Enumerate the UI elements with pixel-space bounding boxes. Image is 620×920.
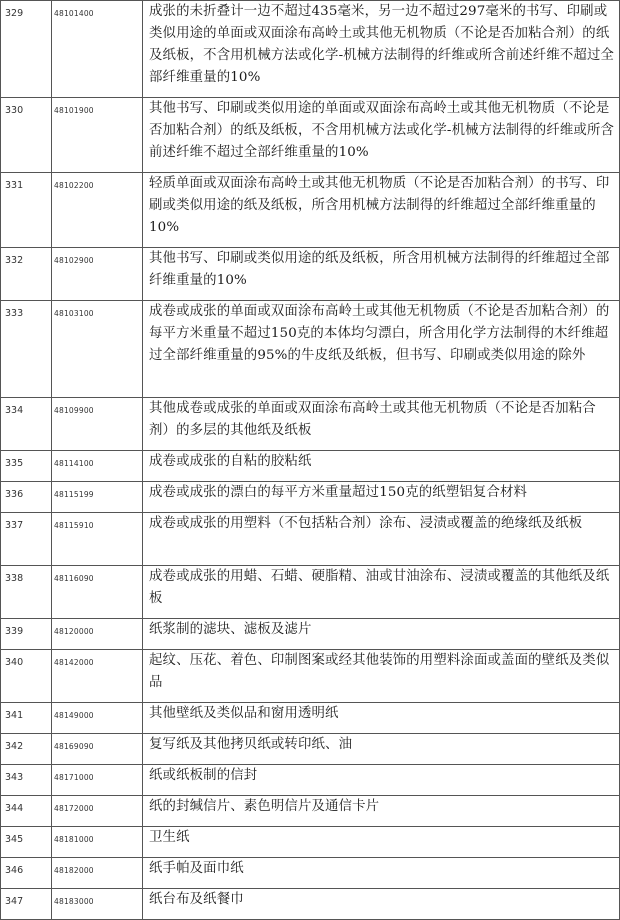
item-description: 纸或纸板制的信封 (143, 765, 620, 796)
row-number: 330 (1, 98, 52, 173)
table-row (1, 796, 620, 827)
table-row (1, 703, 620, 734)
item-description: 成卷或成张的用塑料（不包括粘合剂）涂布、浸渍或覆盖的绝缘纸及纸板 (143, 513, 620, 566)
item-description: 成卷或成张的漂白的每平方米重量超过150克的纸塑铝复合材料 (143, 482, 620, 513)
tariff-code: 48172000 (52, 796, 143, 827)
row-number: 333 (1, 301, 52, 398)
tariff-code: 48116090 (52, 566, 143, 619)
row-number: 331 (1, 173, 52, 248)
tariff-code: 48115910 (52, 513, 143, 566)
table-row (1, 619, 620, 650)
table-row (1, 513, 620, 566)
table-row (1, 827, 620, 858)
tariff-code: 48169090 (52, 734, 143, 765)
tariff-code: 48183000 (52, 889, 143, 920)
table-row (1, 1, 620, 98)
item-description: 纸手帕及面巾纸 (143, 858, 620, 889)
tariff-code: 48149000 (52, 703, 143, 734)
item-description: 纸台布及纸餐巾 (143, 889, 620, 920)
tariff-code: 48171000 (52, 765, 143, 796)
table-row (1, 566, 620, 619)
item-description: 成张的未折叠计一边不超过435毫米，另一边不超过297毫米的书写、印刷或类似用途的单面或双面涂布高岭土或其他无机物质（不论是否加粘合剂）的纸及纸板，不含用机械方法或化学-机械方法制得的纤维或所含前述纤维不超过全部纤维重量的10% (143, 1, 620, 98)
item-description: 其他成卷或成张的单面或双面涂布高岭土或其他无机物质（不论是否加粘合剂）的多层的其他纸及纸板 (143, 398, 620, 451)
table-row (1, 451, 620, 482)
item-description: 起纹、压花、着色、印制图案或经其他装饰的用塑料涂面或盖面的壁纸及类似品 (143, 650, 620, 703)
tariff-code: 48142000 (52, 650, 143, 703)
item-description: 复写纸及其他拷贝纸或转印纸、油 (143, 734, 620, 765)
tariff-code: 48182000 (52, 858, 143, 889)
item-description: 卫生纸 (143, 827, 620, 858)
table-row (1, 173, 620, 248)
row-number: 338 (1, 566, 52, 619)
table-row (1, 248, 620, 301)
tariff-code: 48101900 (52, 98, 143, 173)
item-description: 成卷或成张的自粘的胶粘纸 (143, 451, 620, 482)
row-number: 341 (1, 703, 52, 734)
item-description: 成卷或成张的单面或双面涂布高岭土或其他无机物质（不论是否加粘合剂）的每平方米重量不超过150克的本体均匀漂白，所含用化学方法制得的木纤维超过全部纤维重量的95%的牛皮纸及纸板，但书写、印刷或类似用途的除外 (143, 301, 620, 398)
item-description: 轻质单面或双面涂布高岭土或其他无机物质（不论是否加粘合剂）的书写、印刷或类似用途的纸及纸板，所含用机械方法制得的纤维超过全部纤维重量的10% (143, 173, 620, 248)
table-row (1, 650, 620, 703)
row-number: 329 (1, 1, 52, 98)
table-row (1, 398, 620, 451)
tariff-code: 48120000 (52, 619, 143, 650)
item-description: 其他书写、印刷或类似用途的单面或双面涂布高岭土或其他无机物质（不论是否加粘合剂）的纸及纸板，不含用机械方法或化学-机械方法制得的纤维或所含前述纤维不超过全部纤维重量的10% (143, 98, 620, 173)
table-row (1, 98, 620, 173)
row-number: 332 (1, 248, 52, 301)
row-number: 340 (1, 650, 52, 703)
table-row (1, 301, 620, 398)
item-description: 成卷或成张的用蜡、石蜡、硬脂精、油或甘油涂布、浸渍或覆盖的其他纸及纸板 (143, 566, 620, 619)
row-number: 342 (1, 734, 52, 765)
item-description: 纸的封缄信片、素色明信片及通信卡片 (143, 796, 620, 827)
row-number: 344 (1, 796, 52, 827)
row-number: 347 (1, 889, 52, 920)
row-number: 339 (1, 619, 52, 650)
table-row (1, 482, 620, 513)
row-number: 337 (1, 513, 52, 566)
row-number: 343 (1, 765, 52, 796)
table-row (1, 858, 620, 889)
table-row (1, 889, 620, 920)
tariff-code: 48109900 (52, 398, 143, 451)
tariff-code: 48101400 (52, 1, 143, 98)
row-number: 336 (1, 482, 52, 513)
tariff-code: 48114100 (52, 451, 143, 482)
row-number: 334 (1, 398, 52, 451)
table-row (1, 734, 620, 765)
row-number: 346 (1, 858, 52, 889)
item-description: 纸浆制的滤块、滤板及滤片 (143, 619, 620, 650)
tariff-code: 48102200 (52, 173, 143, 248)
tariff-code: 48102900 (52, 248, 143, 301)
row-number: 335 (1, 451, 52, 482)
tariff-code: 48103100 (52, 301, 143, 398)
row-number: 345 (1, 827, 52, 858)
tariff-code: 48181000 (52, 827, 143, 858)
tariff-code: 48115199 (52, 482, 143, 513)
item-description: 其他壁纸及类似品和窗用透明纸 (143, 703, 620, 734)
table-row (1, 765, 620, 796)
item-description: 其他书写、印刷或类似用途的纸及纸板，所含用机械方法制得的纤维超过全部纤维重量的10% (143, 248, 620, 301)
